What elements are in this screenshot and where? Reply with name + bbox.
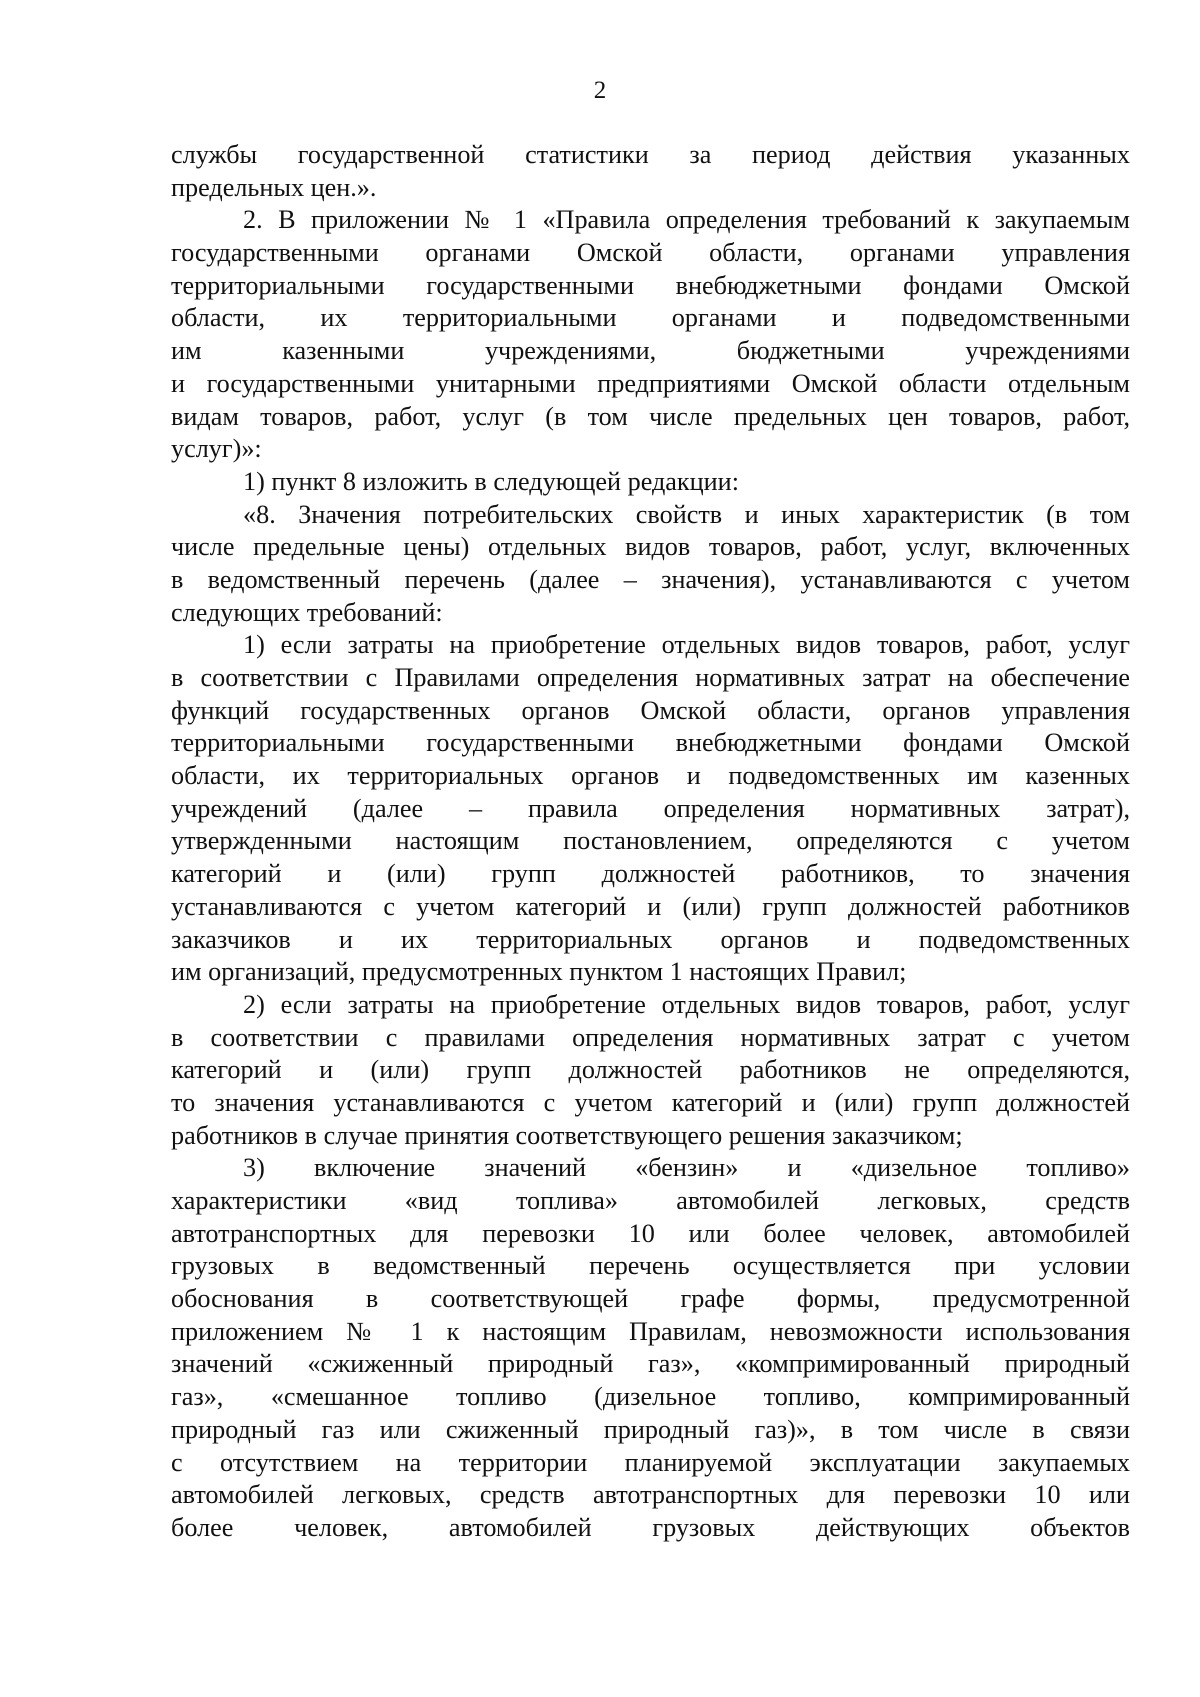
text-line: и государственными унитарными предприятиями Омской области отдельным (171, 368, 1130, 398)
text-line: категорий и (или) групп должностей работников, то значения (171, 859, 1130, 889)
text-line: области, их территориальных органов и подведомственных им казенных (171, 761, 1130, 791)
document-body (171, 139, 1130, 1545)
text-line: службы государственной статистики за период действия указанных (171, 140, 1130, 169)
text-line: услуг)»: (171, 434, 262, 464)
text-line: 2. В приложении № 1 «Правила определения требований к закупаемым (243, 205, 1130, 235)
text-line: газ», «смешанное топливо (дизельное топливо, компримированный (171, 1382, 1130, 1412)
text-line: функций государственных органов Омской области, органов управления (171, 695, 1130, 725)
text-line: грузовых в ведомственный перечень осуществляется при условии (171, 1251, 1130, 1281)
text-line: 2) если затраты на приобретение отдельных видов товаров, работ, услуг (243, 989, 1130, 1019)
text-line: заказчиков и их территориальных органов и подведомственных (171, 924, 1130, 954)
text-line: государственными органами Омской области, органами управления (171, 238, 1130, 268)
text-line: учреждений (далее – правила определения нормативных затрат), (171, 793, 1130, 823)
text-line: 1) если затраты на приобретение отдельных видов товаров, работ, услуг (243, 630, 1130, 660)
text-line: им организаций, предусмотренных пунктом 1 настоящих Правил; (171, 957, 907, 987)
text-line: территориальными государственными внебюджетными фондами Омской (171, 728, 1130, 758)
text-line: в соответствии с правилами определения нормативных затрат с учетом (171, 1022, 1130, 1052)
text-line: в соответствии с Правилами определения нормативных затрат на обеспечение (171, 663, 1130, 692)
text-line: им казенными учреждениями, бюджетными учреждениями (171, 336, 1130, 366)
text-line: утвержденными настоящим постановлением, определяются с учетом (171, 826, 1130, 856)
text-line: приложением № 1 к настоящим Правилам, невозможности использования (171, 1316, 1130, 1346)
text-line: территориальными государственными внебюджетными фондами Омской (171, 270, 1130, 300)
text-line: автотранспортных для перевозки 10 или более человек, автомобилей (171, 1218, 1130, 1248)
page-number: 2 (593, 77, 607, 104)
text-line: «8. Значения потребительских свойств и иных характеристик (в том (243, 499, 1130, 529)
text-line: характеристики «вид топлива» автомобилей легковых, средств (171, 1186, 1130, 1215)
text-line: автомобилей легковых, средств автотранспортных для перевозки 10 или (171, 1480, 1130, 1510)
text-line: с отсутствием на территории планируемой эксплуатации закупаемых (171, 1447, 1130, 1477)
text-line: природный газ или сжиженный природный газ)», в том числе в связи (171, 1414, 1130, 1444)
text-line: устанавливаются с учетом категорий и (или) групп должностей работников (171, 891, 1130, 921)
text-line: видам товаров, работ, услуг (в том числе предельных цен товаров, работ, (171, 401, 1130, 431)
text-line: предельных цен.». (171, 172, 377, 202)
text-line: категорий и (или) групп должностей работников не определяются, (171, 1055, 1130, 1085)
text-line: 1) пункт 8 изложить в следующей редакции: (243, 466, 739, 496)
text-line: более человек, автомобилей грузовых действующих объектов (171, 1512, 1130, 1542)
text-line: 3) включение значений «бензин» и «дизельное топливо» (243, 1153, 1130, 1183)
text-line: обоснования в соответствующей графе формы, предусмотренной (171, 1284, 1130, 1314)
text-line: в ведомственный перечень (далее – значения), устанавливаются с учетом (171, 564, 1130, 594)
text-line: значений «сжиженный природный газ», «компримированный природный (171, 1349, 1130, 1379)
text-line: то значения устанавливаются с учетом категорий и (или) групп должностей (171, 1087, 1130, 1117)
text-line: числе предельные цены) отдельных видов товаров, работ, услуг, включенных (171, 532, 1130, 562)
text-line: следующих требований: (171, 597, 443, 627)
text-line: работников в случае принятия соответствующего решения заказчиком; (171, 1120, 963, 1150)
text-line: области, их территориальными органами и подведомственными (171, 303, 1130, 333)
